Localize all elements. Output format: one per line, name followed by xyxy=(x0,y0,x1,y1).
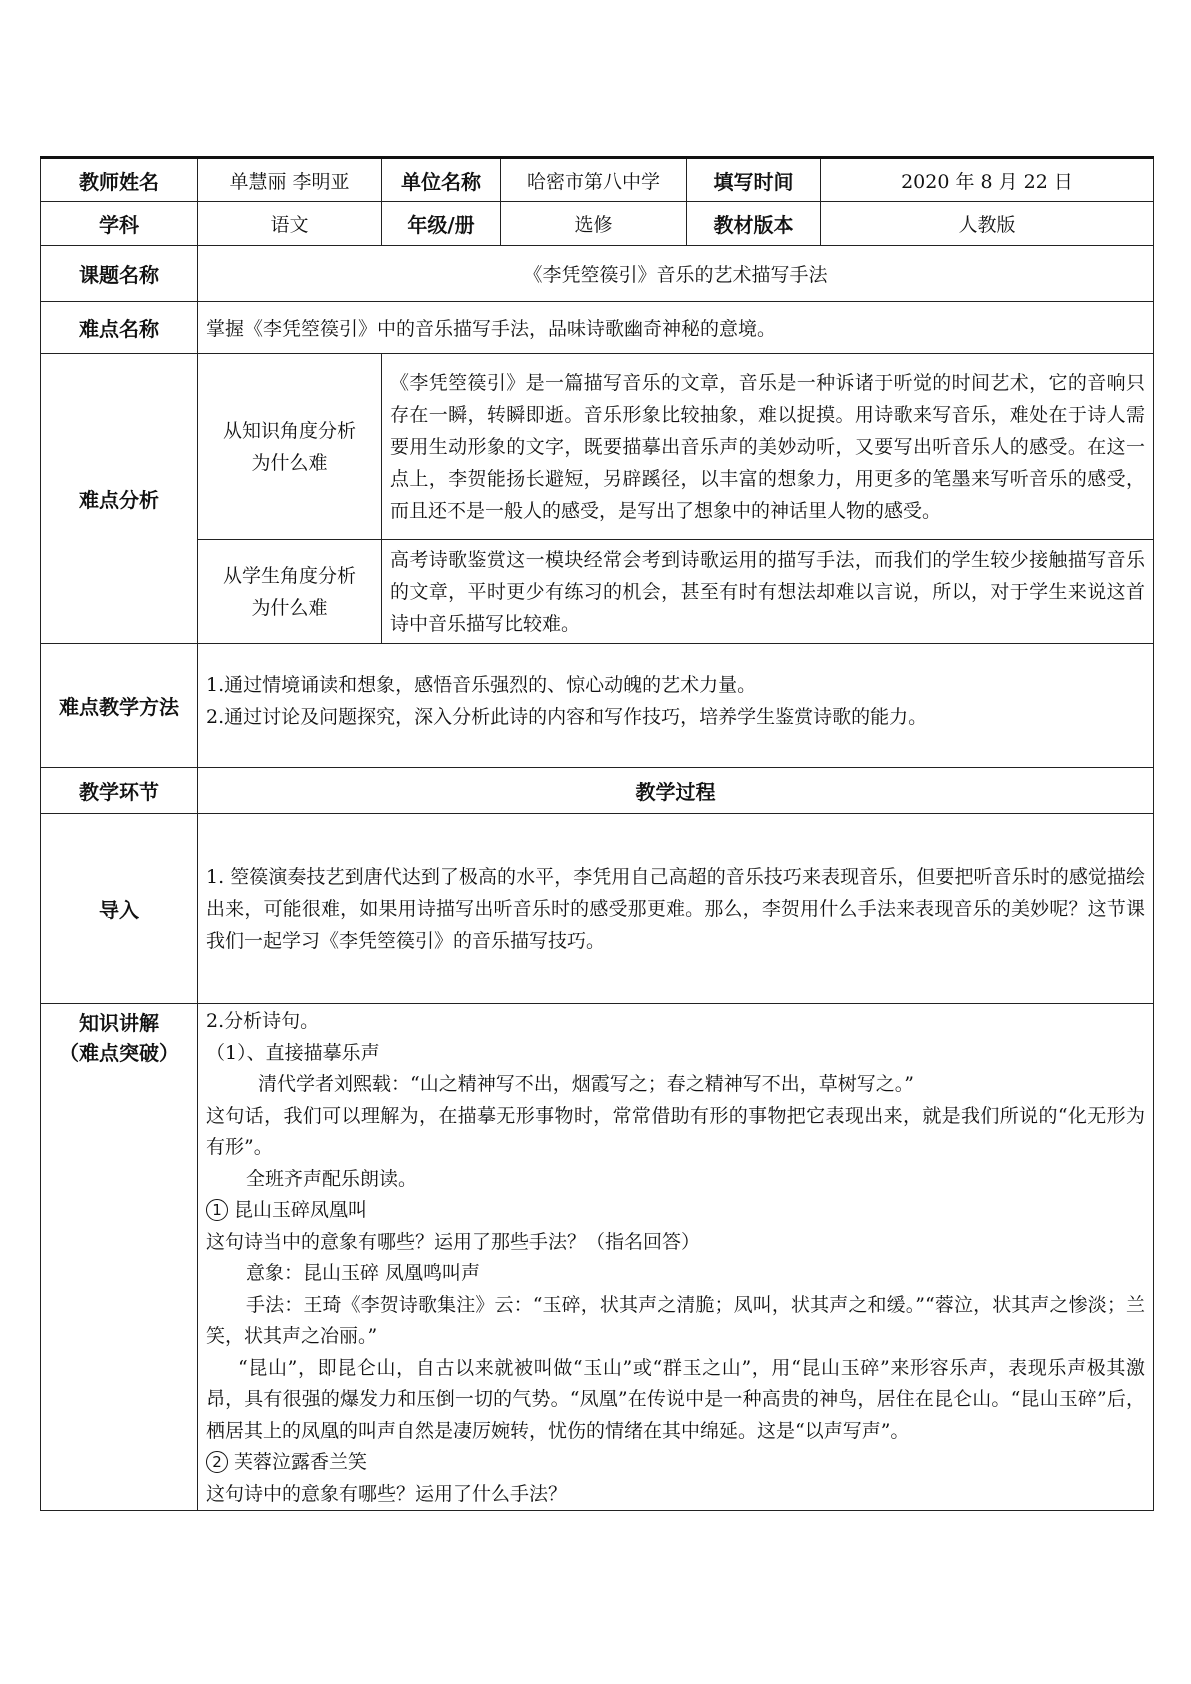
knowledge-angle-text: 《李凭箜篌引》是一篇描写音乐的文章，音乐是一种诉诸于听觉的时间艺术，它的音响只存在一瞬，转瞬即逝。音乐形象比较抽象，难以捉摸。用诗歌来写音乐，难处在于诗人需要用生动形象的文字，既要描摹出音乐声的美妙动听，又要写出听音乐人的感受。在这一点上，李贺能扬长避短，另辟蹊径，以丰富的想象力，用更多的笔墨来写听音乐的感受，而且还不是一般人的感受，是写出了想象中的神话里人物的感受。 xyxy=(382,354,1154,540)
knowledge-label-line-1: 知识讲解 xyxy=(79,1011,159,1035)
knowledge-angle-label xyxy=(198,354,382,540)
method-list xyxy=(198,644,1154,768)
analysis-row-student xyxy=(41,540,1154,644)
student-angle-label xyxy=(198,540,382,644)
difficulty-value: 掌握《李凭箜篌引》中的音乐描写手法，品味诗歌幽奇神秘的意境。 xyxy=(198,302,1154,354)
method-item-2: 2.通过讨论及问题探究，深入分析此诗的内容和写作技巧，培养学生鉴赏诗歌的能力。 xyxy=(206,705,928,728)
student-angle-line-2: 为什么难 xyxy=(251,596,328,619)
student-angle-line-1: 从学生角度分析 xyxy=(222,564,356,587)
date-label: 填写时间 xyxy=(687,158,821,202)
method-label: 难点教学方法 xyxy=(41,644,198,768)
knowledge-line-9 xyxy=(206,1290,1145,1353)
info-row-1 xyxy=(41,158,1154,202)
knowledge-line-8: 意象：昆山玉碎 凤凰鸣叫声 xyxy=(246,1262,481,1284)
knowledge-line-7: 这句诗当中的意象有哪些？运用了那些手法？（指名回答） xyxy=(206,1230,701,1253)
poem-line-1-text: 昆山玉碎凤凰叫 xyxy=(234,1199,368,1221)
knowledge-label-line-2: （难点突破） xyxy=(59,1041,179,1065)
analysis-label: 难点分析 xyxy=(41,354,198,644)
poem-line-2 xyxy=(206,1447,1145,1479)
intro-row xyxy=(41,814,1154,1004)
topic-label: 课题名称 xyxy=(41,246,198,302)
knowledge-line-3: 清代学者刘熙载：“山之精神写不出，烟霞写之；春之精神写不出，草树写之。” xyxy=(258,1073,914,1095)
knowledge-label xyxy=(41,1004,198,1511)
knowledge-angle-line-1: 从知识角度分析 xyxy=(222,419,356,442)
intro-text: 1. 箜篌演奏技艺到唐代达到了极高的水平，李凭用自己高超的音乐技巧来表现音乐，但要把听音乐时的感觉描绘出来，可能很难，如果用诗描写出听音乐时的感受那更难。那么，李贺用什么手法来表现音乐的美妙呢？这节课我们一起学习《李凭箜篌引》的音乐描写技巧。 xyxy=(198,814,1154,1004)
intro-label: 导入 xyxy=(41,814,198,1004)
method-item-1: 1.通过情境诵读和想象，感悟音乐强烈的、惊心动魄的艺术力量。 xyxy=(206,673,757,696)
edition-value: 人教版 xyxy=(821,202,1154,246)
student-angle-text: 高考诗歌鉴赏这一模块经常会考到诗歌运用的描写手法，而我们的学生较少接触描写音乐的文章，平时更少有练习的机会，甚至有时有想法却难以言说，所以，对于学生来说这首诗中音乐描写比较难。 xyxy=(382,540,1154,644)
grade-label: 年级/册 xyxy=(382,202,501,246)
circled-number-2: 2 xyxy=(206,1451,228,1473)
knowledge-line-9-text: 手法：王琦《李贺诗歌集注》云：“玉碎，状其声之清脆；凤叫，状其声之和缓。”“蓉泣，状其声之惨淡；兰笑，状其声之冶丽。” xyxy=(206,1293,1145,1347)
knowledge-line-5: 全班齐声配乐朗读。 xyxy=(246,1167,418,1190)
knowledge-content xyxy=(198,1004,1154,1511)
poem-line-1 xyxy=(206,1195,1145,1227)
knowledge-line-1: 2.分析诗句。 xyxy=(206,1010,320,1032)
grade-value: 选修 xyxy=(501,202,687,246)
knowledge-row xyxy=(41,1004,1154,1511)
knowledge-line-4: 这句话，我们可以理解为，在描摹无形事物时，常常借助有形的事物把它表现出来，就是我们所说的“化无形为有形”。 xyxy=(206,1104,1145,1158)
topic-value: 《李凭箜篌引》音乐的艺术描写手法 xyxy=(198,246,1154,302)
knowledge-line-2: （1）、直接描摹乐声 xyxy=(206,1041,380,1064)
knowledge-line-10-text: “昆山”，即昆仑山，自古以来就被叫做“玉山”或“群玉之山”，用“昆山玉碎”来形容乐声，表现乐声极其激昂，具有很强的爆发力和压倒一切的气势。“凤凰”在传说中是一种高贵的神鸟，居住在昆仑山。“昆山玉碎”后，栖居其上的凤凰的叫声自然是凄厉婉转，忧伤的情绪在其中绵延。这是“以声写声”。 xyxy=(206,1356,1145,1442)
difficulty-row xyxy=(41,302,1154,354)
lesson-plan-table xyxy=(40,156,1154,1511)
subject-value: 语文 xyxy=(198,202,382,246)
teacher-value: 单慧丽 李明亚 xyxy=(198,158,382,202)
unit-label: 单位名称 xyxy=(382,158,501,202)
unit-value: 哈密市第八中学 xyxy=(501,158,687,202)
knowledge-angle-line-2: 为什么难 xyxy=(251,451,328,474)
date-value: 2020 年 8 月 22 日 xyxy=(821,158,1154,202)
process-header-row xyxy=(41,768,1154,814)
method-row xyxy=(41,644,1154,768)
lesson-plan-page xyxy=(40,156,1153,1511)
teacher-label: 教师姓名 xyxy=(41,158,198,202)
circled-number-1: 1 xyxy=(206,1199,228,1221)
process-label: 教学过程 xyxy=(198,768,1154,814)
knowledge-line-10 xyxy=(206,1353,1145,1448)
knowledge-line-12: 这句诗中的意象有哪些？运用了什么手法？ xyxy=(206,1482,568,1505)
poem-line-2-text: 芙蓉泣露香兰笑 xyxy=(234,1451,368,1473)
info-row-2 xyxy=(41,202,1154,246)
analysis-row-knowledge xyxy=(41,354,1154,540)
subject-label: 学科 xyxy=(41,202,198,246)
section-label: 教学环节 xyxy=(41,768,198,814)
difficulty-label: 难点名称 xyxy=(41,302,198,354)
edition-label: 教材版本 xyxy=(687,202,821,246)
topic-row xyxy=(41,246,1154,302)
